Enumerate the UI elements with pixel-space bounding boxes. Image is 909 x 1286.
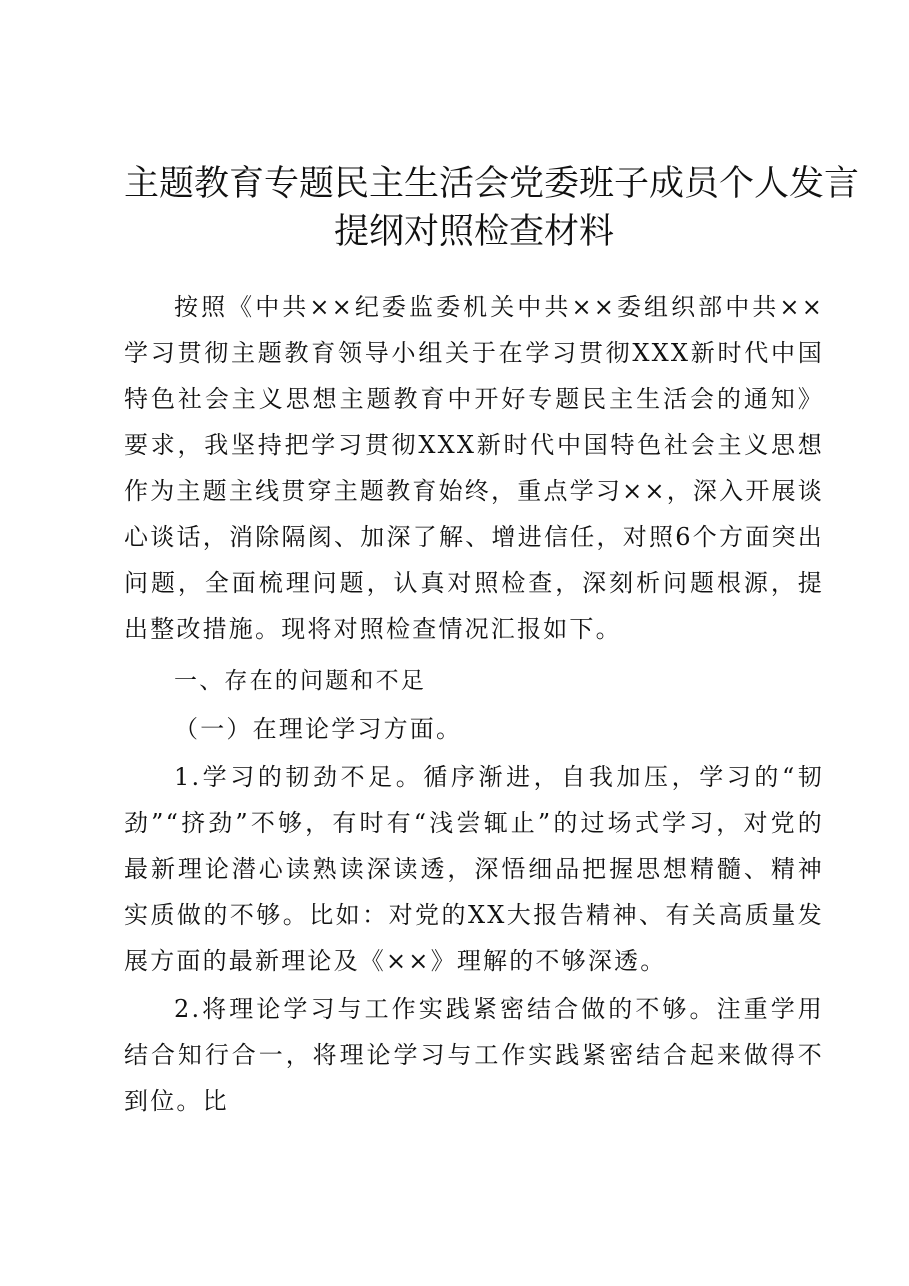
subsection-heading-1: （一）在理论学习方面。	[174, 715, 463, 743]
title-line-2: 提纲对照检查材料	[333, 212, 614, 252]
document-title	[124, 160, 860, 256]
document-body	[124, 284, 824, 1124]
section-heading-1: 一、存在的问题和不足	[174, 668, 426, 694]
intro-paragraph: 按照《中共××纪委监委机关中共××委组织部中共××学习贯彻主题教育领导小组关于在学习贯彻XXX新时代中国特色社会主义思想主题教育中开好专题民主生活会的通知》要求，我坚持把学习贯彻XXX新时代中国特色社会主义思想作为主题主线贯穿主题教育始终，重点学习××，深入开展谈心谈话，消除隔阂、加深了解、增进信任，对照6个方面突出问题，全面梳理问题，认真对照检查，深刻析问题根源，提出整改措施。现将对照检查情况汇报如下。	[124, 293, 824, 643]
item-paragraph-2: 2.将理论学习与工作实践紧密结合做的不够。注重学用结合知行合一，将理论学习与工作实践紧密结合起来做得不到位。比	[124, 995, 824, 1115]
item-paragraph-1: 1.学习的韧劲不足。循序渐进，自我加压，学习的“韧劲”“挤劲”不够，有时有“浅尝辄止”的过场式学习，对党的最新理论潜心读熟读深读透，深悟细品把握思想精髓、精神实质做的不够。比如：对党的XX大报告精神、有关高质量发展方面的最新理论及《××》理解的不够深透。	[124, 763, 824, 975]
title-line-1: 主题教育专题民主生活会党委班子成员个人发言	[124, 164, 860, 204]
